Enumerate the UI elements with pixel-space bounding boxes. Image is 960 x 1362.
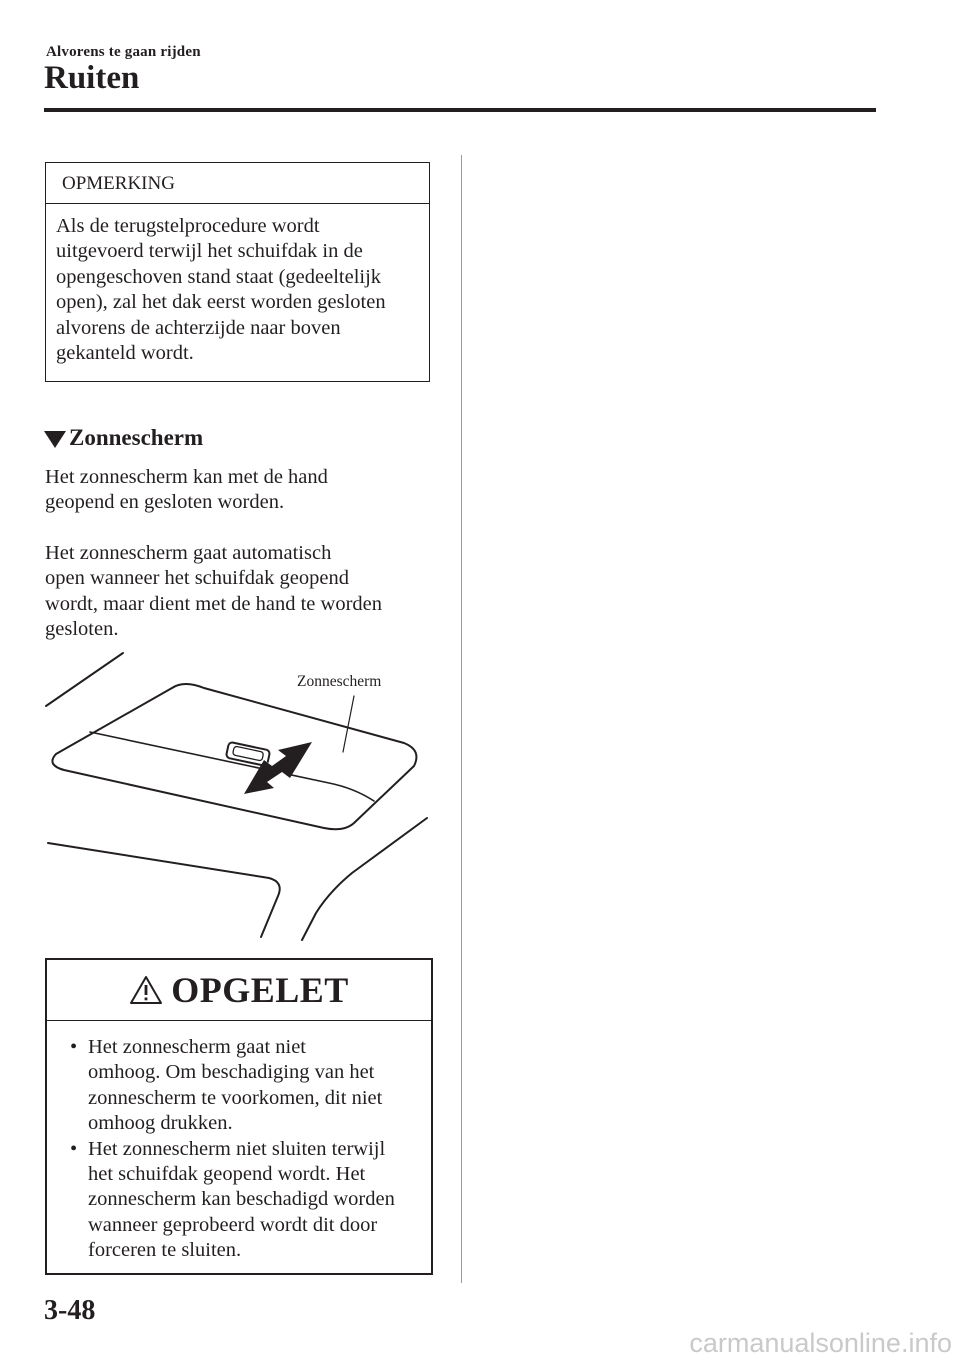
- caution-line: het schuifdak geopend wordt. Het: [88, 1163, 366, 1186]
- caution-title: OPGELET: [171, 970, 349, 1010]
- figure-callout-label: Zonnescherm: [297, 673, 382, 690]
- paragraph-1: [45, 465, 445, 516]
- section-heading: [44, 425, 203, 451]
- sunroof-sunshade-illustration: [44, 648, 434, 944]
- note-line: opengeschoven stand staat (gedeeltelijk: [56, 265, 382, 288]
- caution-box: [45, 958, 433, 1275]
- caution-line: omhoog drukken.: [88, 1112, 233, 1135]
- note-body: [46, 204, 429, 366]
- headliner-line: [48, 843, 280, 937]
- triangle-bullet-icon: [44, 431, 66, 448]
- caution-line: Het zonnescherm gaat niet: [88, 1036, 307, 1058]
- paragraph-line: gesloten.: [45, 618, 119, 641]
- page-number: 3-48: [44, 1295, 96, 1326]
- section-label: Alvorens te gaan rijden: [46, 44, 201, 60]
- caution-line: zonnescherm kan beschadigd worden: [88, 1188, 395, 1211]
- note-line: gekanteld wordt.: [56, 342, 194, 365]
- bullet: •: [70, 1137, 78, 1160]
- page-title: Ruiten: [44, 60, 140, 96]
- caution-item: [65, 1137, 423, 1264]
- watermark-link[interactable]: carmanualsonline.info: [689, 1328, 952, 1358]
- paragraph-line: open wanneer het schuifdak geopend: [45, 567, 349, 590]
- caution-item: [65, 1035, 423, 1137]
- note-box: [45, 162, 430, 382]
- roof-edge-line: [46, 653, 123, 706]
- callout-leader: [343, 696, 354, 752]
- caution-line: Het zonnescherm niet sluiten terwijl: [88, 1137, 386, 1160]
- caution-heading: [47, 960, 431, 1021]
- note-line: Als de terugstelprocedure wordt: [56, 215, 320, 237]
- note-line: alvorens de achterzijde naar boven: [56, 316, 341, 339]
- caution-line: forceren te sluiten.: [88, 1239, 242, 1262]
- note-line: open), zal het dak eerst worden gesloten: [56, 291, 386, 314]
- paragraph-line: Het zonnescherm gaat automatisch: [45, 542, 332, 564]
- caution-line: wanneer geprobeerd wordt dit door: [88, 1213, 378, 1236]
- caution-list: [47, 1021, 431, 1264]
- paragraph-line: Het zonnescherm kan met de hand: [45, 466, 328, 488]
- paragraph-line: geopend en gesloten worden.: [45, 491, 285, 514]
- caution-line: zonnescherm te voorkomen, dit niet: [88, 1086, 383, 1109]
- note-heading: OPMERKING: [46, 163, 429, 204]
- column-divider: [461, 155, 462, 1283]
- title-rule: [44, 108, 876, 112]
- paragraph-2: [45, 541, 445, 643]
- pillar-line: [302, 818, 427, 940]
- bullet: •: [70, 1036, 78, 1058]
- warning-triangle-icon: [129, 975, 163, 1005]
- caution-line: omhoog. Om beschadiging van het: [88, 1061, 375, 1084]
- paragraph-line: wordt, maar dient met de hand te worden: [45, 592, 382, 615]
- section-heading-text: Zonnescherm: [69, 425, 204, 450]
- note-line: uitgevoerd terwijl het schuifdak in de: [56, 240, 363, 263]
